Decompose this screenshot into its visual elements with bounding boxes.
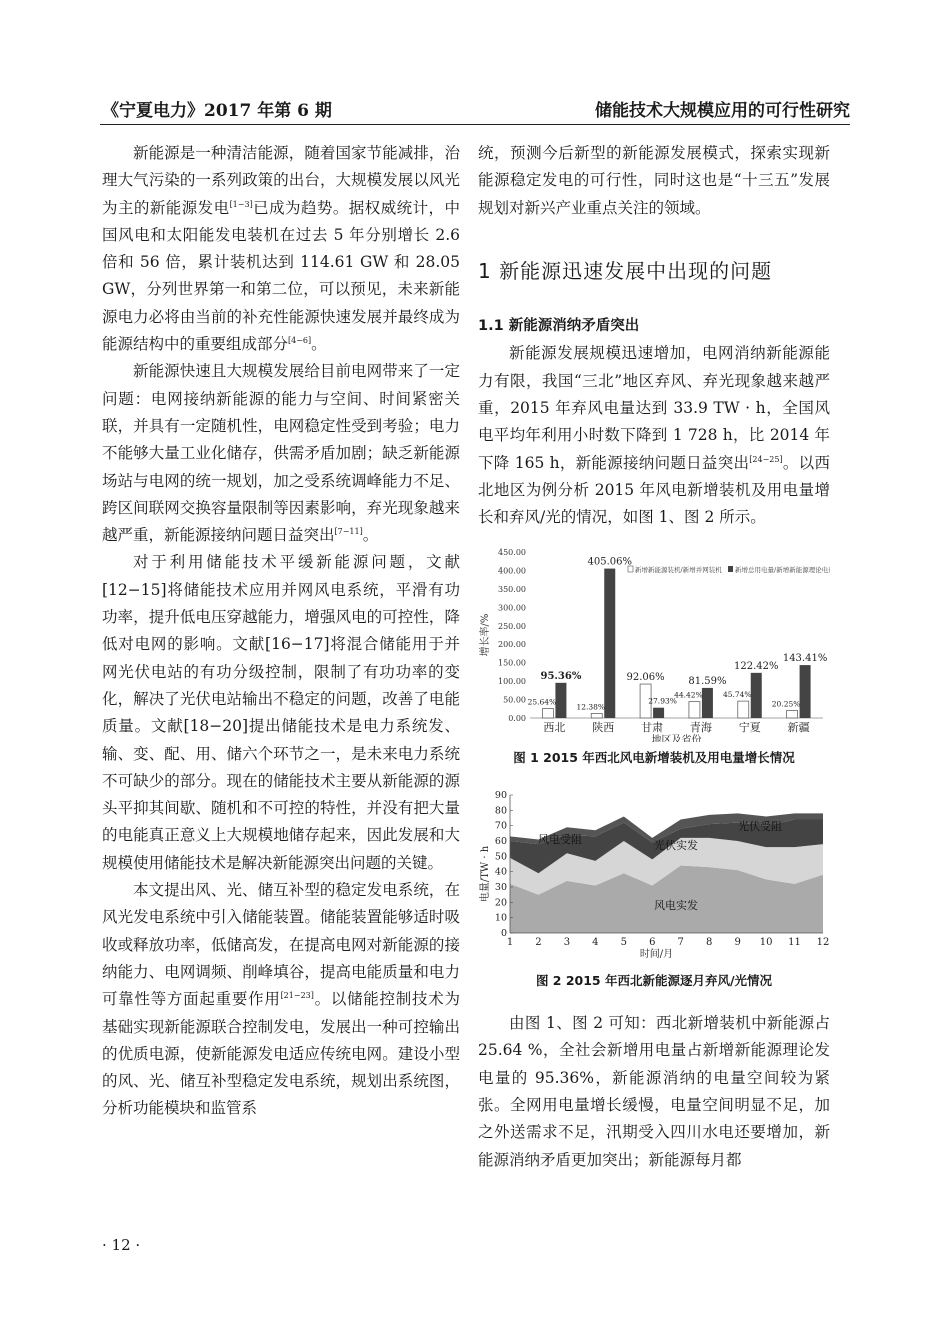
y-tick-label: 50 xyxy=(494,851,507,863)
bar-consumption-3 xyxy=(653,707,664,717)
x-tick-label-4: 青海 xyxy=(689,720,712,734)
legend-label-2: 新增总用电量/新增新能源理论电量 xyxy=(735,565,830,574)
left-column xyxy=(102,140,460,1123)
data-label-installed-4: 44.42% xyxy=(674,690,703,700)
paragraph-1: 新能源是一种清洁能源，随着国家节能减排，治理大气污染的一系列政策的出台，大规模发展以风光为主的新能源发电[1−3]已成为趋势。据权威统计，中国风电和太阳能发电装机在过去 5 年分别增长 2.6 倍和 56 倍，累计装机达到 114.61 GW 和 28.05 GW，分列世界第一和第二位，可以预见，未来新能源电力必将由当前的补充性能源快速发展并最终成为能源结构中的重要组成部分[4−6]。 xyxy=(102,144,460,354)
data-label-installed-5: 45.74% xyxy=(722,689,752,699)
figure-1-caption: 图 1 2015 年西北风电新增装机及用电量增长情况 xyxy=(513,749,795,765)
data-label-installed-2: 12.38% xyxy=(576,701,606,711)
bar-chart xyxy=(478,542,830,742)
data-label-consumption-5: 122.42% xyxy=(734,660,779,672)
x-tick-label-3: 3 xyxy=(563,936,571,948)
x-tick-label-10: 10 xyxy=(759,936,773,948)
y-tick-label: 0 xyxy=(500,927,507,939)
x-tick-label-11: 11 xyxy=(788,936,801,948)
annotation-wind-actual: 风电实发 xyxy=(654,898,698,912)
x-tick-label-9: 9 xyxy=(734,936,741,948)
x-tick-label-4: 4 xyxy=(592,936,599,948)
data-label-consumption-1: 95.36% xyxy=(540,670,582,682)
bar-installed-1 xyxy=(542,708,553,717)
right-column xyxy=(478,140,830,1174)
y-tick-label: 100.00 xyxy=(498,676,526,686)
subsection-heading: 1.1 新能源消纳矛盾突出 xyxy=(478,318,640,335)
y-tick-label: 80 xyxy=(494,805,507,817)
paragraph-6: 由图 1、图 2 可知：西北新增装机中新能源占 25.64 %，全社会新增用电量占新增新能源理论发电量的 95.36%，新能源消纳的电量空间较为紧张。全网用电量增长缓慢，电量空间明显不足，加之外送需求不足，汛期受入四川水电还要增加，新能源消纳矛盾更加突出；新能源每月都 xyxy=(478,1014,830,1169)
y-axis-label: 增长率/% xyxy=(480,613,491,656)
bar-consumption-4 xyxy=(702,687,713,717)
data-label-installed-3: 92.06% xyxy=(626,671,665,683)
y-tick-label: 200.00 xyxy=(498,639,526,649)
paragraph-5: 新能源发展规模迅速增加，电网消纳新能源能力有限，我国“三北”地区弃风、弃光现象越来越严重，2015 年弃风电量达到 33.9 TW · h，全国风电平均年利用小时数下降到 1 728 h，比 2014 年下降 165 h，新能源接纳问题日益突出[24−25]。以西北地区为例分析 2015 年风电新增装机及用电量增长和弃风/光的情况，如图 1、图 2 所示。 xyxy=(478,344,830,527)
x-tick-label-6: 6 xyxy=(649,936,656,948)
y-tick-label: 50.00 xyxy=(503,695,526,705)
legend-swatch-2 xyxy=(728,566,733,572)
bar-consumption-6 xyxy=(800,665,811,718)
y-tick-label: 10 xyxy=(494,912,507,924)
bar-installed-2 xyxy=(591,713,602,718)
bar-installed-6 xyxy=(787,710,798,717)
annotation-wind-curtailed: 风电受阻 xyxy=(538,832,582,846)
journal-title: 《宁夏电力》2017 年第 6 期 xyxy=(102,101,332,121)
y-tick-label: 30 xyxy=(494,881,507,893)
area-chart xyxy=(478,785,830,965)
data-label-consumption-4: 81.59% xyxy=(688,675,727,687)
x-tick-label-1: 西北 xyxy=(543,720,566,734)
x-tick-label-3: 甘肃 xyxy=(641,720,664,734)
paragraph-3: 对于利用储能技术平缓新能源问题，文献[12−15]将储能技术应用并网风电系统，平滑有功功率，提升低电压穿越能力，增强风电的可控性，降低对电网的影响。文献[16−17]将混合储能用于并网光伏电站的有功分级控制，限制了有功功率的变化，解决了光伏电站输出不稳定的问题，改善了电能质量。文献[18−20]提出储能技术是电力系统发、输、变、配、用、储六个环节之一，是未来电力系统不可缺少的部分。现在的储能技术主要从新能源的源头平抑其间歇、随机和不可控的特性，并没有把大量的电能真正意义上大规模地储存起来，因此发展和大规模使用储能技术是解决新能源突出问题的关键。 xyxy=(102,553,460,872)
y-tick-label: 70 xyxy=(494,820,507,832)
bar-consumption-5 xyxy=(751,672,762,717)
x-tick-label-2: 2 xyxy=(535,936,542,948)
bar-consumption-2 xyxy=(604,568,615,717)
annotation-pv-actual: 光伏实发 xyxy=(654,838,698,852)
y-tick-label: 60 xyxy=(494,835,507,847)
figure-1 xyxy=(478,542,830,742)
y-tick-label: 300.00 xyxy=(498,602,526,612)
paragraph-2: 新能源快速且大规模发展给目前电网带来了一定问题：电网接纳新能源的能力与空间、时间紧密关联，并具有一定随机性，电网稳定性受到考验；电力不能够大量工业化储存，供需矛盾加剧；缺乏新能源场站与电网的统一规划，加之受系统调峰能力不足、跨区间联网交换容量限制等因素影响，弃光现象越来越严重，新能源接纳问题日益突出[7−11]。 xyxy=(102,362,460,545)
y-tick-label: 350.00 xyxy=(498,584,526,594)
x-tick-label-2: 陕西 xyxy=(592,720,615,734)
y-tick-label: 400.00 xyxy=(498,566,526,576)
x-tick-label-5: 5 xyxy=(620,936,628,948)
y-tick-label: 150.00 xyxy=(498,658,526,668)
legend-label-1: 新增新能源装机/新增并网装机 xyxy=(635,565,722,574)
y-tick-label: 250.00 xyxy=(498,621,526,631)
article-title: 储能技术大规模应用的可行性研究 xyxy=(595,101,850,121)
x-axis-label: 时间/月 xyxy=(639,948,674,960)
bar-installed-4 xyxy=(689,701,700,717)
data-label-consumption-3: 27.93% xyxy=(648,696,677,706)
figure-2 xyxy=(478,785,830,965)
y-tick-label: 20 xyxy=(494,897,507,909)
data-label-consumption-2: 405.06% xyxy=(587,556,632,568)
y-axis-label: 电量/TW · h xyxy=(480,845,491,903)
paragraph-4: 本文提出风、光、储互补型的稳定发电系统，在风光发电系统中引入储能装置。储能装置能够适时吸收或释放功率，低储高发，在提高电网对新能源的接纳能力、电网调频、削峰填谷，提高电能质量和电力可靠性等方面起重要作用[21−23]。以储能控制技术为基础实现新能源联合控制发电，发展出一种可控输出的优质电源，使新能源发电适应传统电网。建设小型的风、光、储互补型稳定发电系统，规划出系统图，分析功能模块和监管系 xyxy=(102,881,460,1118)
y-tick-label: 450.00 xyxy=(498,547,526,557)
paragraph-continued: 统，预测今后新型的新能源发展模式，探索实现新能源稳定发电的可行性，同时这也是“十三五”发展规划对新兴产业重点关注的领域。 xyxy=(478,144,830,217)
bar-installed-5 xyxy=(738,701,749,718)
x-tick-label-7: 7 xyxy=(677,936,684,948)
y-tick-label: 0.00 xyxy=(508,713,526,723)
figure-2-caption: 图 2 2015 年西北新能源逐月弃风/光情况 xyxy=(535,972,773,988)
section-heading: 1 新能源迅速发展中出现的问题 xyxy=(478,258,773,283)
data-label-installed-1: 25.64% xyxy=(527,697,557,707)
x-tick-label-12: 12 xyxy=(816,936,830,948)
x-axis-label: 地区及省份 xyxy=(651,734,702,742)
page-number: · 12 · xyxy=(102,1236,141,1254)
x-tick-label-1: 1 xyxy=(506,936,514,948)
y-tick-label: 40 xyxy=(494,866,507,878)
data-label-consumption-6: 143.41% xyxy=(782,652,828,664)
x-tick-label-5: 宁夏 xyxy=(738,720,761,734)
annotation-pv-curtailed: 光伏受阻 xyxy=(738,819,782,833)
bar-consumption-1 xyxy=(555,682,566,717)
header-rule xyxy=(100,124,850,125)
x-tick-label-8: 8 xyxy=(705,936,713,948)
x-tick-label-6: 新疆 xyxy=(787,720,810,734)
y-tick-label: 90 xyxy=(494,789,507,801)
data-label-installed-6: 20.25% xyxy=(771,699,801,709)
